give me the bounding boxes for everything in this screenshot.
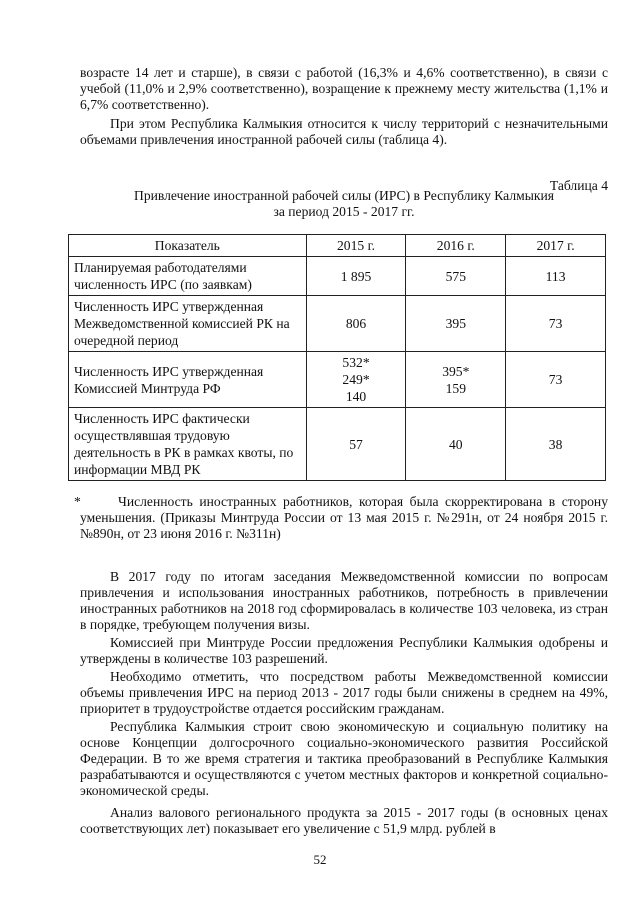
table-header-row — [69, 235, 606, 257]
table-row — [69, 408, 606, 481]
row-label: Численность ИРС утвержденная Межведомственной комиссией РК на очередной период — [69, 296, 307, 352]
cell-2017: 113 — [506, 257, 606, 296]
paragraph-reduction-49: Необходимо отметить, что посредством работы Межведомственной комиссии объемы привлечения ИРС на период 2013 - 2017 годы были снижены в среднем на 49%, приоритет в трудоустройстве отдается российским гражданам. — [80, 669, 608, 716]
cell-value: 159 — [445, 380, 466, 396]
paragraph-kalmykia-low-volume: При этом Республика Калмыкия относится к числу территорий с незначительными объемами привлечения иностранной рабочей силы (таблица 4). — [80, 116, 608, 147]
page-number: 52 — [313, 852, 327, 867]
column-header-indicator: Показатель — [69, 235, 307, 257]
table-caption-line2: за период 2015 - 2017 гг. — [273, 204, 415, 219]
paragraph-2017-commission: В 2017 году по итогам заседания Межведомственной комиссии по вопросам привлечения и использования иностранных работников, потребность в привлечении иностранных работников на 2018 год сформировалась в количестве 103 человека, из стран в порядке, требующем получения визы. — [80, 569, 608, 632]
cell-value: 395* — [442, 363, 470, 379]
paragraph-mintrud-approval: Комиссией при Минтруде России предложения Республики Калмыкия одобрены и утверждены в количестве 103 разрешений. — [80, 635, 608, 666]
cell-2017: 38 — [506, 408, 606, 481]
cell-value: 532* — [342, 355, 370, 370]
row-label: Численность ИРС утвержденная Комиссией Минтруда РФ — [69, 352, 307, 408]
row-label: Планируемая работодателями численность ИРС (по заявкам) — [69, 257, 307, 296]
cell-2016: 395 — [406, 296, 506, 352]
paragraph-economic-policy: Республика Калмыкия строит свою экономическую и социальную политику на основе Концепции долгосрочного социально-экономического развития Российской Федерации. В то же время стратегия и тактика преобразований в Республике Калмыкия разрабатываются и осуществляются с учетом местных факторов и конкретной социально-экономической среды. — [80, 719, 608, 798]
column-header-2017: 2017 г. — [506, 235, 606, 257]
cell-2017: 73 — [506, 352, 606, 408]
cell-2015 — [306, 352, 406, 408]
cell-2015: 1 895 — [306, 257, 406, 296]
table-caption-line1: Привлечение иностранной рабочей силы (ИРС) в Республику Калмыкия — [134, 188, 554, 203]
footnote-mark: * — [74, 494, 81, 509]
table-row — [69, 257, 606, 296]
cell-2016: 40 — [406, 408, 506, 481]
table-footnote — [74, 494, 608, 542]
cell-2016 — [406, 352, 506, 408]
footnote-text: Численность иностранных работников, которая была скорректирована в сторону уменьшения. (Приказы Минтруда России от 13 мая 2015 г. №291н, от 24 ноября 2015 г. №890н, от 23 июня 2016 г. №311н) — [80, 494, 608, 541]
column-header-2015: 2015 г. — [306, 235, 406, 257]
cell-value: 249* — [342, 372, 370, 387]
table-label: Таблица 4 — [549, 178, 608, 193]
cell-2016: 575 — [406, 257, 506, 296]
row-label: Численность ИРС фактически осуществлявшая трудовую деятельность в РК в рамках квоты, по информации МВД РК — [69, 408, 307, 481]
table-row — [69, 296, 606, 352]
cell-2015: 57 — [306, 408, 406, 481]
paragraph-migration-reasons: возрасте 14 лет и старше), в связи с работой (16,3% и 4,6% соответственно), в связи с учебой (11,0% и 2,9% соответственно), возращение к прежнему месту жительства (1,1% и 6,7% соответственно). — [80, 65, 608, 112]
paragraph-grp-analysis: Анализ валового регионального продукта за 2015 - 2017 годы (в основных ценах соответствующих лет) показывает его увеличение с 51,9 млрд. рублей в — [80, 805, 608, 836]
foreign-labor-table — [68, 234, 606, 481]
cell-value: 140 — [345, 389, 367, 404]
column-header-2016: 2016 г. — [406, 235, 506, 257]
cell-2015: 806 — [306, 296, 406, 352]
cell-2017: 73 — [506, 296, 606, 352]
table-row — [69, 352, 606, 408]
